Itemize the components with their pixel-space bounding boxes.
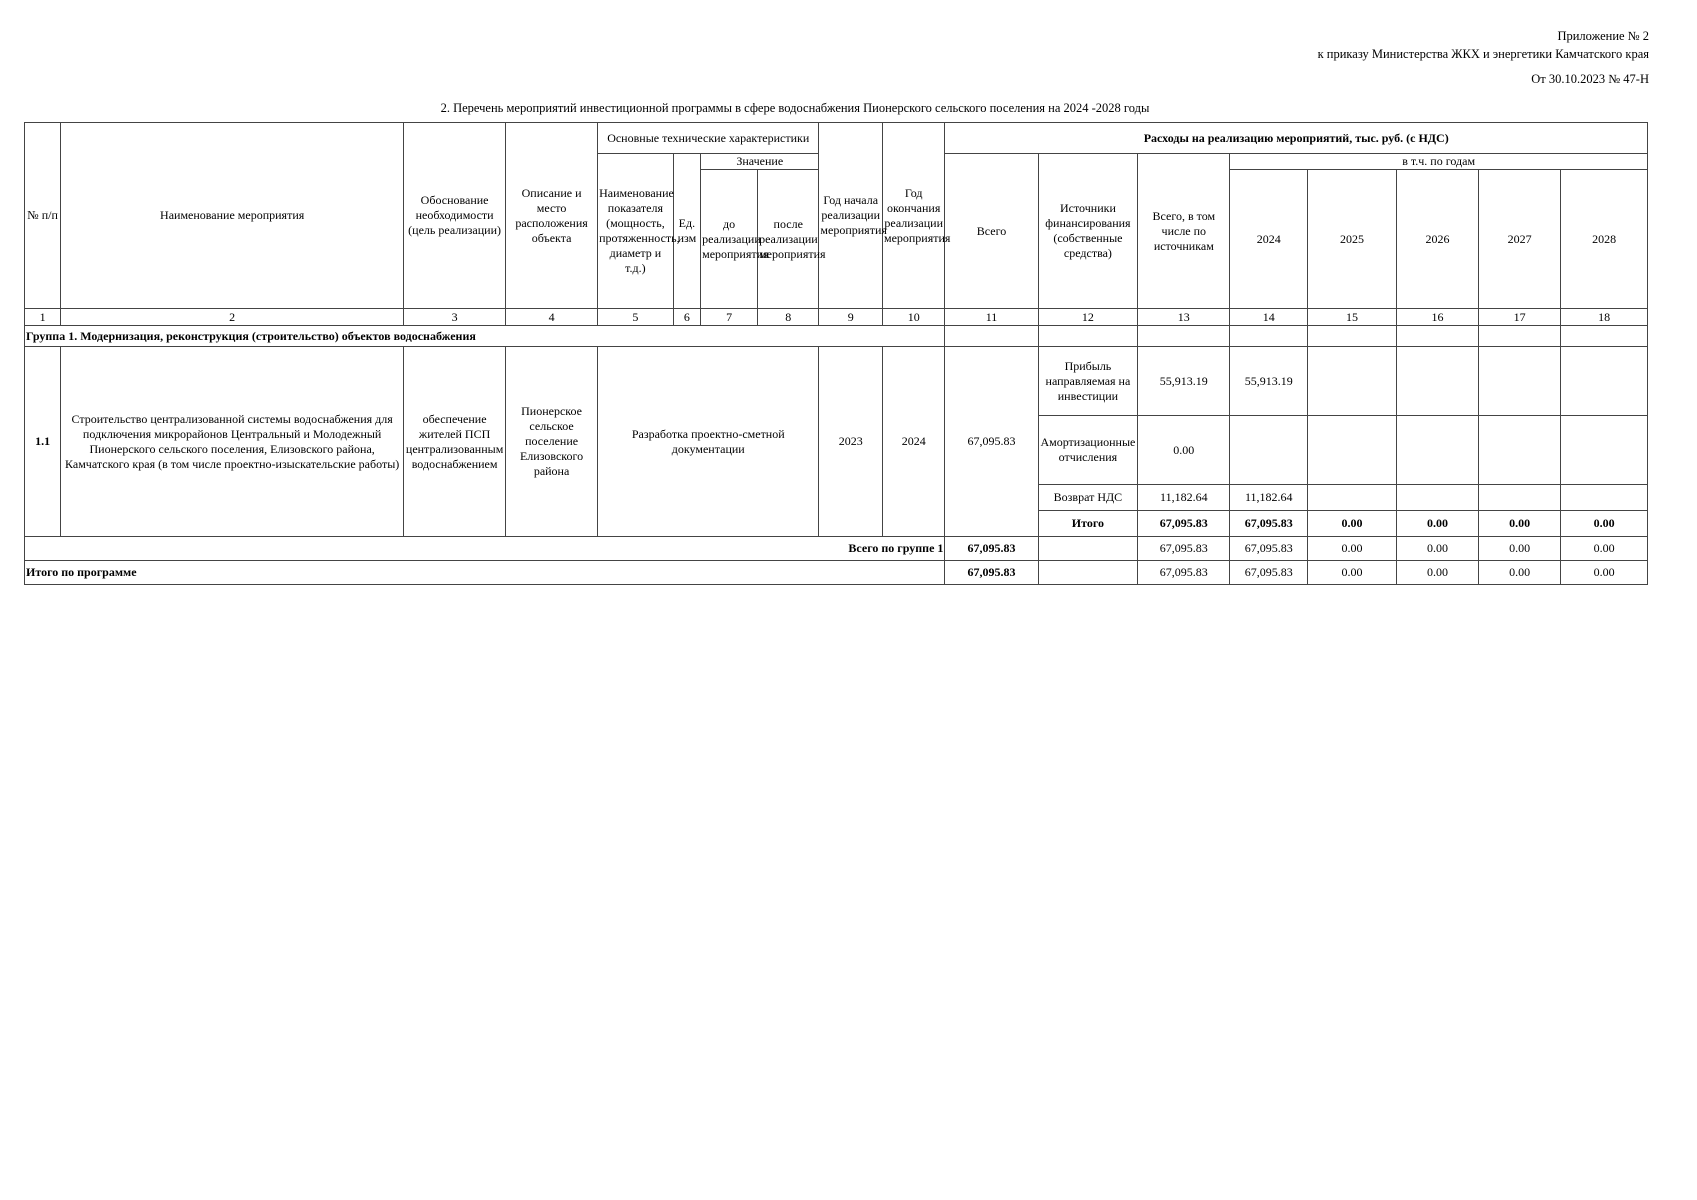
group-subtotal-2024: 67,095.83: [1230, 537, 1308, 561]
col-header-by-years: в т.ч. по годам: [1230, 154, 1648, 170]
col-header-year-2025: 2025: [1308, 170, 1397, 309]
col-header-total: Всего: [945, 154, 1038, 309]
order-date: От 30.10.2023 № 47-Н: [1531, 72, 1649, 86]
program-total-2025: 0.00: [1308, 561, 1397, 585]
col-header-year-2024: 2024: [1230, 170, 1308, 309]
program-total-label: Итого по программе: [25, 561, 945, 585]
col-number: 16: [1396, 309, 1478, 326]
source-2024: 55,913.19: [1230, 347, 1308, 416]
item-tech: Разработка проектно-сметной документации: [598, 347, 819, 537]
col-number: 6: [673, 309, 700, 326]
col-number: 8: [758, 309, 819, 326]
group-subtotal-2026: 0.00: [1396, 537, 1478, 561]
col-header-year-start: Год начала реализации мероприятия: [819, 123, 883, 309]
source-name: Амортизационные отчисления: [1038, 416, 1138, 485]
column-numbers-row: [25, 309, 1648, 326]
program-total-2027: 0.00: [1479, 561, 1561, 585]
col-header-expenses: Расходы на реализацию мероприятий, тыс. руб. (с НДС): [945, 123, 1648, 154]
source-2024: 67,095.83: [1230, 511, 1308, 537]
col-number: 14: [1230, 309, 1308, 326]
source-2025: 0.00: [1308, 511, 1397, 537]
source-2027: [1479, 347, 1561, 416]
source-2027: [1479, 416, 1561, 485]
item-description: Пионерское сельское поселение Елизовского района: [506, 347, 598, 537]
col-number: 17: [1479, 309, 1561, 326]
group-title-row: [25, 326, 1648, 347]
program-total-2026: 0.00: [1396, 561, 1478, 585]
source-2026: 0.00: [1396, 511, 1478, 537]
item-total: 67,095.83: [945, 347, 1038, 537]
item-name: Строительство централизованной системы водоснабжения для подключения микрорайонов Центральный и Молодежный Пионерского сельского поселения, Елизовского района, Камчатского края (в том числе проектно-изыскательские работы): [61, 347, 404, 537]
investment-program-table: [24, 122, 1648, 585]
item-justification: обеспечение жителей ПСП централизованным водоснабжением: [404, 347, 506, 537]
col-header-year-2028: 2028: [1561, 170, 1648, 309]
group-subtotal-2028: 0.00: [1561, 537, 1648, 561]
source-name: Итого: [1038, 511, 1138, 537]
group-subtotal-2027: 0.00: [1479, 537, 1561, 561]
col-number: 7: [701, 309, 758, 326]
col-header-indicator: Наименование показателя (мощность, протяженность, диаметр и т.д.): [598, 154, 674, 309]
source-2027: [1479, 485, 1561, 511]
source-2024: 11,182.64: [1230, 485, 1308, 511]
col-header-justification: Обоснование необходимости (цель реализации): [404, 123, 506, 309]
col-number: 3: [404, 309, 506, 326]
col-header-name: Наименование мероприятия: [61, 123, 404, 309]
source-total: 0.00: [1138, 416, 1230, 485]
col-number: 11: [945, 309, 1038, 326]
col-number: 13: [1138, 309, 1230, 326]
col-header-unit: Ед. изм: [673, 154, 700, 309]
program-total-2028: 0.00: [1561, 561, 1648, 585]
col-number: 5: [598, 309, 674, 326]
source-total: 11,182.64: [1138, 485, 1230, 511]
document-title: 2. Перечень мероприятий инвестиционной программы в сфере водоснабжения Пионерского сельского поселения на 2024 -2028 годы: [440, 101, 1150, 115]
group-subtotal-label: Всего по группе 1: [25, 537, 945, 561]
col-header-after: после реализации мероприятия: [758, 170, 819, 309]
col-header-year-2026: 2026: [1396, 170, 1478, 309]
col-header-value: Значение: [701, 154, 819, 170]
col-header-no: № п/п: [25, 123, 61, 309]
appendix-label: Приложение № 2: [1557, 29, 1649, 43]
program-total-sources: 67,095.83: [1138, 561, 1230, 585]
col-number: 1: [25, 309, 61, 326]
source-2025: [1308, 416, 1397, 485]
program-total-row: [25, 561, 1648, 585]
source-name: Возврат НДС: [1038, 485, 1138, 511]
col-header-before: до реализации мероприятия: [701, 170, 758, 309]
program-total-total: 67,095.83: [945, 561, 1038, 585]
source-total: 55,913.19: [1138, 347, 1230, 416]
order-reference: к приказу Министерства ЖКХ и энергетики Камчатского края: [1317, 47, 1649, 61]
col-number: 2: [61, 309, 404, 326]
col-header-description: Описание и место расположения объекта: [506, 123, 598, 309]
source-2027: 0.00: [1479, 511, 1561, 537]
col-number: 10: [882, 309, 944, 326]
source-2028: [1561, 416, 1648, 485]
source-2028: [1561, 485, 1648, 511]
col-number: 18: [1561, 309, 1648, 326]
source-2028: [1561, 347, 1648, 416]
col-header-year-2027: 2027: [1479, 170, 1561, 309]
col-number: 9: [819, 309, 883, 326]
col-header-tech: Основные технические характеристики: [598, 123, 819, 154]
source-2025: [1308, 347, 1397, 416]
item-number: 1.1: [25, 347, 61, 537]
col-number: 15: [1308, 309, 1397, 326]
source-name: Прибыль направляемая на инвестиции: [1038, 347, 1138, 416]
source-2025: [1308, 485, 1397, 511]
group-title: Группа 1. Модернизация, реконструкция (строительство) объектов водоснабжения: [25, 326, 945, 347]
col-number: 4: [506, 309, 598, 326]
item-row: [25, 347, 1648, 416]
source-2026: [1396, 416, 1478, 485]
col-header-year-end: Год окончания реализации мероприятия: [882, 123, 944, 309]
item-year-start: 2023: [819, 347, 883, 537]
source-2026: [1396, 485, 1478, 511]
col-number: 12: [1038, 309, 1138, 326]
item-year-end: 2024: [882, 347, 944, 537]
group-subtotal-row: [25, 537, 1648, 561]
group-subtotal-sources: 67,095.83: [1138, 537, 1230, 561]
program-total-2024: 67,095.83: [1230, 561, 1308, 585]
source-total: 67,095.83: [1138, 511, 1230, 537]
source-2024: [1230, 416, 1308, 485]
group-subtotal-total: 67,095.83: [945, 537, 1038, 561]
source-2026: [1396, 347, 1478, 416]
source-2028: 0.00: [1561, 511, 1648, 537]
col-header-total-by-sources: Всего, в том числе по источникам: [1138, 154, 1230, 309]
col-header-sources: Источники финансирования (собственные средства): [1038, 154, 1138, 309]
group-subtotal-2025: 0.00: [1308, 537, 1397, 561]
